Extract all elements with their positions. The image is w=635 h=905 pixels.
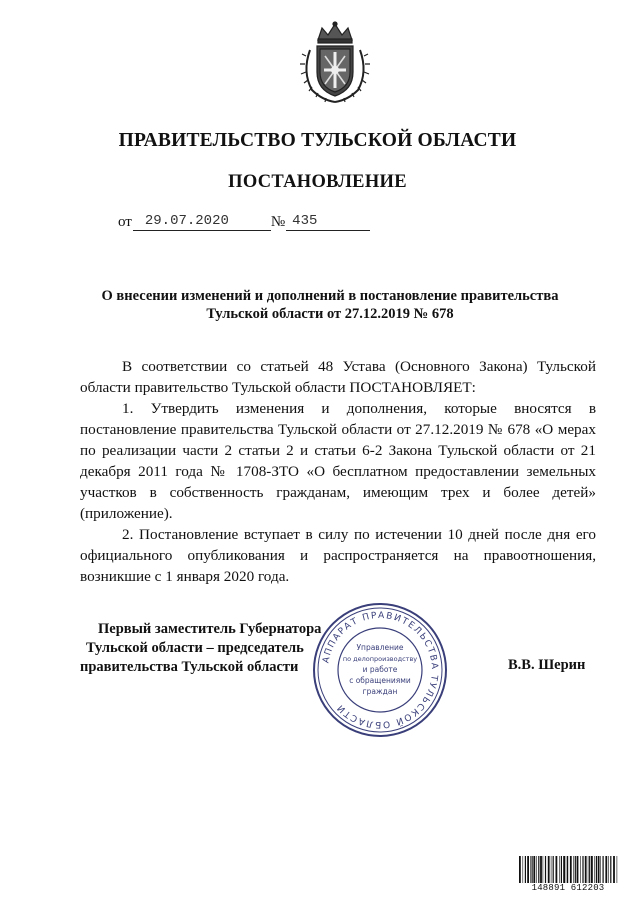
barcode-bar [523,856,524,884]
barcode-bar [585,856,587,884]
barcode-bar [600,856,601,884]
barcode-bar [598,856,600,884]
barcode-bar [525,856,526,884]
barcode-bar [561,856,562,884]
body-paragraph-item-1: 1. Утвердить изменения и дополнения, которые вносятся в постановление правительства Тульской области от 27.12.2019 № 678 «О мерах по реализации части 2 статьи 2 и статьи 6-2 Закона Тульской области от 21 декабря 2011 года № 1708-ЗТО «О бесплатном предоставлении земельных участков в собственность гражданам, имеющим трех и более детей» (приложение). [80,400,596,522]
subject-line: Тульской области от 27.12.2019 № 678 [206,306,454,322]
number-label: № [270,214,286,230]
official-stamp [310,600,450,740]
document-body [80,356,596,587]
barcode-bar [556,856,558,884]
barcode-digits: 148891 612203 [517,883,619,894]
body-paragraph-intro: В соответствии со статьей 48 Устава (Основного Закона) Тульской области правительство Тульской области ПОСТАНОВЛЯЕТ: [80,358,596,396]
barcode-bar [566,856,567,884]
barcode-bar [540,856,542,884]
barcode-bar [613,856,615,884]
government-title: ПРАВИТЕЛЬСТВО ТУЛЬСКОЙ ОБЛАСТИ [118,130,517,151]
barcode-bar [551,856,552,884]
stamp-inner-text: и работе [362,665,398,674]
barcode-bar [588,856,589,884]
stamp-inner-text: Управление [356,643,404,652]
barcode-bar [519,856,521,884]
barcode-bar [567,856,568,884]
registration-row [118,209,370,231]
tula-coat-of-arms-icon [296,20,374,106]
barcode-bar [530,856,531,884]
barcode-bar [594,856,595,884]
barcode-bar [559,856,560,884]
document-type-title: ПОСТАНОВЛЕНИЕ [228,172,407,192]
barcode-bar [603,856,604,884]
position-line: правительства Тульской области [80,659,299,675]
signatory-name: В.В. Шерин [508,657,586,673]
signatory-position [80,620,340,677]
barcode-bar [580,856,581,884]
barcode-bar [582,856,583,884]
barcode-bar [533,856,535,884]
barcode-bar [577,856,579,884]
barcode-bar [527,856,529,884]
barcode-bar [536,856,537,884]
barcode-bar [563,856,565,884]
barcode-bar [532,856,533,884]
barcode-bar [553,856,554,884]
barcode-bar [570,856,572,884]
date-label: от [118,214,132,230]
position-line: Тульской области – председатель [86,640,304,656]
document-subject [80,287,580,323]
barcode-bar [545,856,546,884]
barcode-bar [610,856,611,884]
barcode-bar [605,856,607,884]
number-value: 435 [286,213,370,231]
barcode-bar [573,856,574,884]
barcode-bar [591,856,593,884]
stamp-ring-text: АППАРАТ ПРАВИТЕЛЬСТВА ТУЛЬСКОЙ ОБЛАСТИ [321,610,440,730]
barcode-bar [538,856,539,884]
barcode-bar [589,856,590,884]
date-value: 29.07.2020 [133,213,271,231]
barcode-bar [617,856,618,884]
barcode-bar [596,856,597,884]
stamp-inner-text: по делопроизводству [342,655,418,663]
position-line: Первый заместитель Губернатора [98,621,322,637]
stamp-inner-text: граждан [362,687,398,696]
barcode-bar [548,856,550,884]
body-paragraph-item-2: 2. Постановление вступает в силу по истечении 10 дней после дня его официального опубликования и распространяется на правоотношения, возникшие с 1 января 2020 года. [80,526,596,585]
barcode-bar [543,856,544,884]
stamp-inner-text: с обращениями [349,676,411,685]
subject-line: О внесении изменений и дополнений в постановление правительства [101,288,559,304]
barcode-bar [575,856,576,884]
barcode-bar [608,856,609,884]
